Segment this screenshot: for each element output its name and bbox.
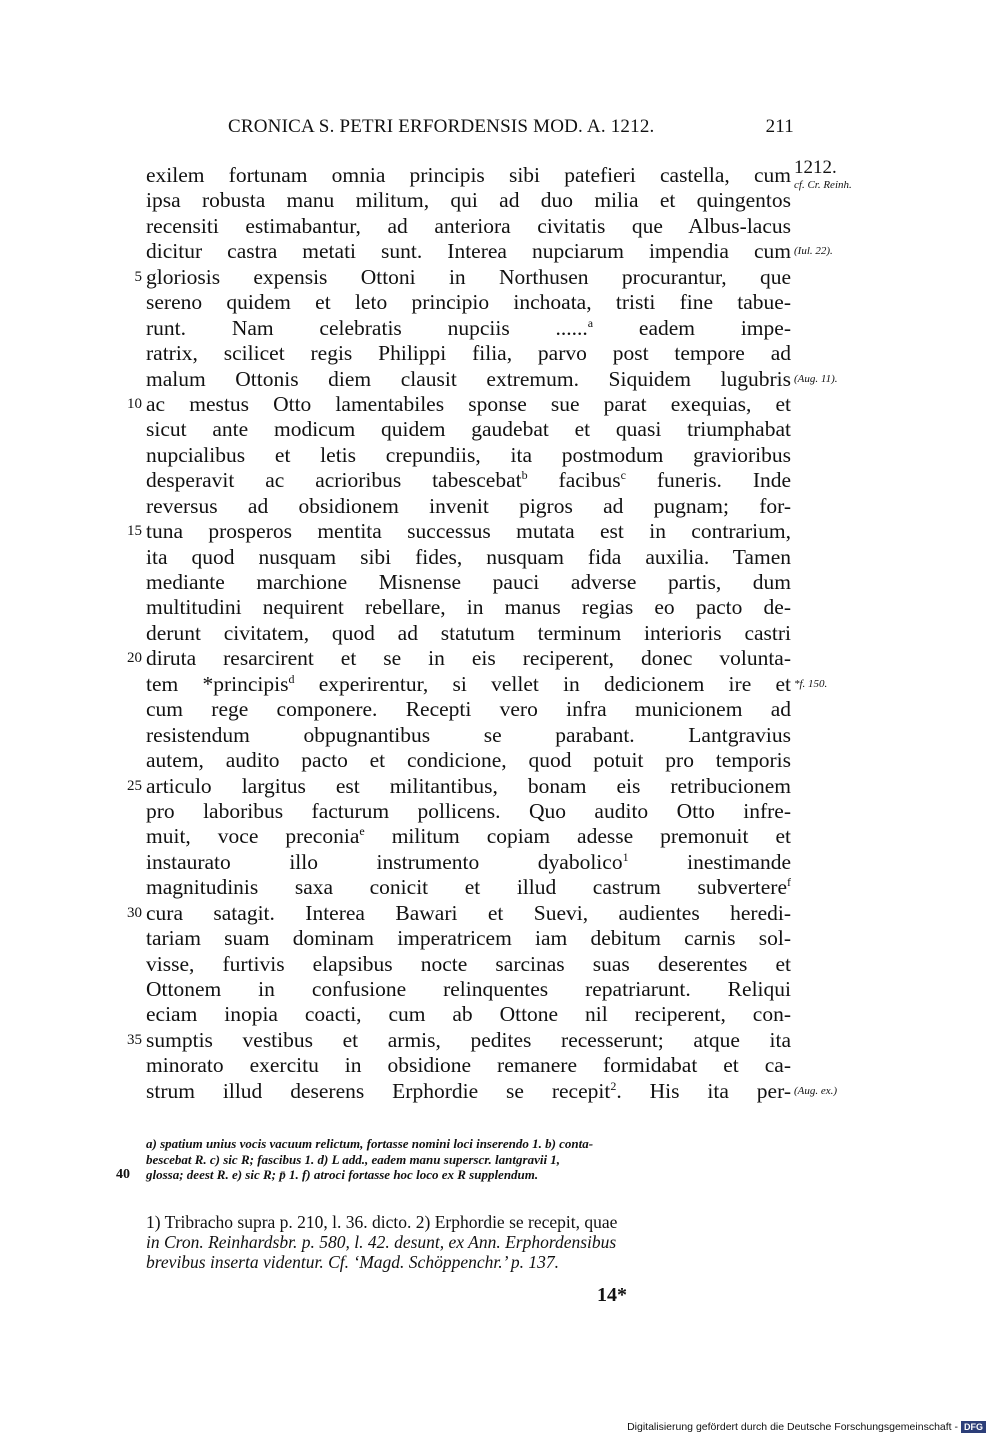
line-text: facibus (558, 468, 621, 493)
text-line (146, 799, 791, 824)
apparatus-line-wrap (116, 1167, 786, 1183)
line-text: eadem impe- (638, 315, 791, 340)
text-line (127, 391, 791, 417)
footnote-ref: a (587, 315, 594, 330)
line-text: mediante marchione Misnense pauci adverse partis, dum (146, 570, 791, 594)
line-text: diruta resarcirent et se in eis reciperent, donec volunta- (146, 646, 791, 671)
signature-mark: 14* (597, 1284, 627, 1306)
text-line (146, 875, 791, 900)
line-text: experirentur, si vellet in dedicionem ire et (318, 671, 791, 696)
line-text: dicitur castra metati sunt. Interea nupciarum impendia cum (146, 239, 791, 264)
line-number: 5 (134, 268, 142, 285)
margin-date: (Aug. 11). (794, 372, 838, 385)
footnote-ref: f (787, 875, 791, 890)
footer-text: Digitalisierung gefördert durch die Deutsche Forschungsgemeinschaft - (627, 1421, 958, 1433)
text-line (146, 157, 852, 191)
line-text: tuna prosperos mentita successus mutata est in contrarium, (146, 519, 791, 544)
text-line (146, 443, 791, 468)
text-line (146, 1053, 791, 1078)
line-text: militum copiam adesse premonuit et (391, 824, 791, 849)
dfg-logo: DFG (961, 1421, 986, 1433)
text-line (146, 341, 791, 366)
text-line (146, 977, 791, 1002)
line-text: desperavit ac acrioribus tabescebat (146, 468, 522, 493)
footnote-ref: c (620, 468, 626, 483)
line-text: inestimande (687, 849, 792, 874)
text-line (146, 824, 791, 849)
margin-date: (Iul. 22). (794, 245, 833, 258)
note-line: 1) Tribracho supra p. 210, l. 36. dicto. 2) Erphordie se recepit, quae (146, 1212, 618, 1232)
text-line (127, 1027, 791, 1053)
line-text: gloriosis expensis Ottoni in Northusen procurantur, que (146, 264, 791, 289)
text-line (146, 239, 833, 264)
line-text: magnitudinis saxa conicit et illud castrum subvertere (146, 875, 787, 900)
line-text: tariam suam dominam imperatricem iam debitum carnis sol- (146, 926, 791, 951)
line-text: malum Ottonis diem clausit extremum. Siquidem lugubris (146, 366, 791, 391)
text-line (146, 723, 791, 748)
main-text (127, 157, 852, 1104)
line-text: muit, voce preconia (146, 824, 360, 849)
text-line (146, 417, 791, 442)
text-line (146, 671, 828, 697)
text-line (146, 850, 791, 875)
apparatus-line: glossa; deest R. e) sic R; p̄ 1. f) atroci fortasse hoc loco ex R supplendum. (146, 1167, 539, 1182)
critical-apparatus (116, 1136, 786, 1183)
line-text: tem *principis (146, 671, 289, 696)
line-text: articulo largitus est militantibus, bonam eis retribucionem (146, 773, 791, 798)
footer (627, 1421, 986, 1433)
line-text: ita quod nusquam sibi fides, nusquam fida auxilia. Tamen (146, 544, 791, 569)
line-text: cum rege componere. Recepti vero infra municionem ad (146, 697, 791, 722)
text-line (146, 366, 838, 392)
text-line (146, 545, 791, 570)
line-number: 15 (127, 523, 142, 540)
footnote-ref: 2 (610, 1078, 617, 1093)
text-line (146, 595, 791, 620)
line-text: . His ita per- (616, 1078, 791, 1103)
apparatus-line: bescebat R. c) sic R; fascibus 1. d) L add., eadem manu superscr. lantgravii 1, (146, 1151, 561, 1167)
margin-date: (Aug. ex.) (794, 1084, 838, 1097)
line-text: visse, furtivis elapsibus nocte sarcinas suas deserentes et (146, 951, 791, 976)
text-line (146, 926, 791, 951)
line-text: recensiti estimabantur, ad anteriora civitatis que Albus-lacus (146, 213, 791, 238)
margin-year: 1212. (794, 157, 837, 178)
text-line (127, 900, 791, 926)
text-line (146, 1078, 838, 1104)
line-text: resistendum obpugnantibus se parabant. Lantgravius (146, 722, 791, 747)
margin-cf: cf. Cr. Reinh. (794, 179, 852, 191)
line-number: 40 (116, 1167, 130, 1182)
note-line: in Cron. Reinhardsbr. p. 580, l. 42. desunt, ex Ann. Erphordensibus (146, 1232, 617, 1252)
footnote-ref: b (521, 468, 528, 483)
text-line (127, 773, 791, 799)
text-line (127, 646, 791, 671)
line-text: ipsa robusta manu militum, qui ad duo milia et quingentos (146, 188, 791, 213)
line-text: reversus ad obsidionem invenit pigros ad pugnam; for- (146, 493, 791, 518)
footnote-ref: e (359, 824, 365, 839)
text-line (146, 748, 791, 773)
line-text: sicut ante modicum quidem gaudebat et quasi triumphabat (146, 417, 791, 442)
text-line (127, 519, 791, 544)
line-number: 35 (127, 1031, 142, 1048)
page-number: 211 (765, 116, 794, 137)
text-line (146, 468, 791, 493)
line-text: ac mestus Otto lamentabiles sponse sue parat exequias, et (146, 391, 791, 416)
line-number: 25 (127, 777, 142, 794)
text-line (146, 494, 791, 519)
line-text: autem, audito pacto et condicione, quod potuit pro temporis (146, 748, 791, 773)
text-line (146, 188, 791, 213)
line-text: sereno quidem et leto principio inchoata, tristi fine tabue- (146, 290, 791, 315)
line-number: 20 (127, 650, 142, 667)
apparatus-line: a) spatium unius vocis vacuum relictum, fortasse nomini loci inserendo 1. b) conta- (146, 1136, 594, 1151)
text-line (146, 290, 791, 315)
text-line (146, 316, 791, 341)
line-text: multitudini nequirent rebellare, in manus regias eo pacto de- (146, 595, 791, 620)
line-text: pro laboribus facturum pollicens. Quo audito Otto infre- (146, 798, 791, 823)
text-line (146, 697, 791, 722)
footnote-ref: 1 (622, 849, 629, 864)
line-number: 30 (127, 904, 142, 921)
note-line: brevibus inserta videntur. Cf. ‘Magd. Schöppenchr.’ p. 137. (146, 1252, 559, 1272)
line-text: funeris. Inde (656, 468, 792, 493)
line-text: Ottonem in confusione relinquentes repatriarunt. Reliqui (146, 977, 791, 1001)
line-text: ratrix, scilicet regis Philippi filia, parvo post tempore ad (146, 341, 791, 366)
line-text: cura satagit. Interea Bawari et Suevi, audientes heredi- (146, 900, 791, 925)
line-text: minorato exercitu in obsidione remanere formidabat et ca- (146, 1053, 791, 1078)
line-text: nupcialibus et letis crepundiis, ita postmodum gravioribus (146, 442, 791, 467)
line-text: exilem fortunam omnia principis sibi patefieri castella, cum (146, 163, 791, 187)
running-title: CRONICA S. PETRI ERFORDENSIS MOD. A. 1212. (228, 116, 655, 137)
text-line (146, 621, 791, 646)
line-text: instaurato illo instrumento dyabolico (146, 849, 623, 874)
margin-folio: *f. 150. (794, 677, 828, 690)
explanatory-notes (146, 1212, 786, 1272)
line-text: sumptis vestibus et armis, pedites recesserunt; atque ita (146, 1027, 791, 1052)
text-line (146, 570, 791, 595)
line-text: derunt civitatem, quod ad statutum terminum interioris castri (146, 620, 791, 645)
line-number: 10 (127, 395, 142, 412)
text-line (134, 264, 791, 290)
text-line (146, 1002, 791, 1027)
text-line (146, 952, 791, 977)
line-text: eciam inopia coacti, cum ab Ottone nil reciperent, con- (146, 1002, 791, 1027)
footnote-ref: d (288, 671, 295, 686)
text-line (146, 214, 791, 239)
line-text: runt. Nam celebratis nupciis ...... (146, 315, 588, 340)
line-text: strum illud deserens Erphordie se recepit (146, 1078, 611, 1103)
running-header (228, 116, 794, 138)
